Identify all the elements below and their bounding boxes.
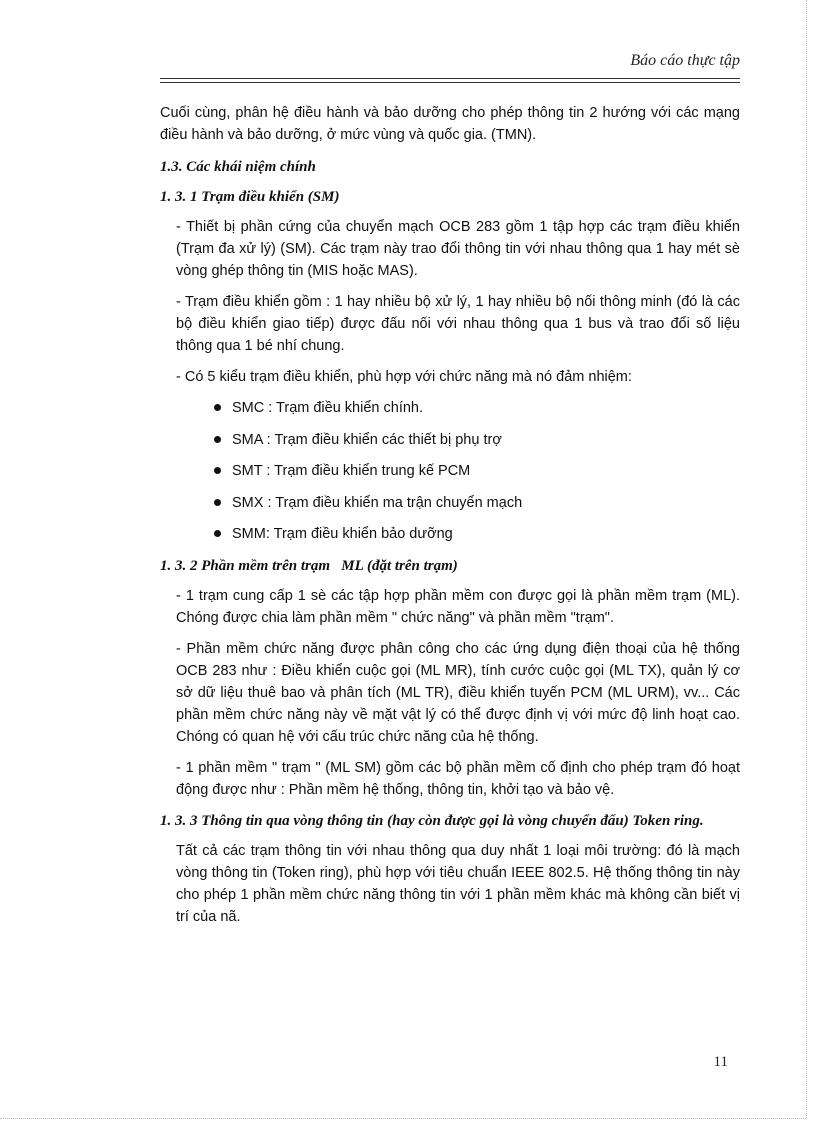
header-rule-bottom: [160, 82, 740, 83]
section-body-1-3-3: [176, 840, 740, 928]
list-item: [214, 429, 740, 451]
list-item-text: SMM: Trạm điều khiển bảo dưỡng: [232, 526, 453, 542]
list-item: [214, 397, 740, 419]
list-item-text: SMC : Trạm điều khiển chính.: [232, 400, 423, 416]
page-edge-right: [806, 0, 807, 1118]
paragraph: - Phần mềm chức năng được phân công cho các ứng dụng điện thoại của hệ thống OCB 283 như : Điều khiển cuộc gọi (ML MR), tính cước cuộc gọi (ML TX), quản lý cơ sở dữ liệu thuê bao và phân tích (ML TR), điều khiển tuyến PCM (ML URM), vv... Các phần mềm chức năng này về mặt vật lý có thể được định vị với mức độ linh hoạt cao. Chóng có quan hệ với cấu trúc chức năng của hệ thống.: [176, 640, 740, 745]
section-body-1-3-2: [176, 585, 740, 801]
paragraph: - Thiết bị phần cứng của chuyển mạch OCB 283 gồm 1 tập hợp các trạm điều khiển (Trạm đa xử lý) (SM). Các trạm này trao đổi thông tin với nhau thông qua 1 hay mét sè vòng ghép thông tin (MIS hoặc MAS).: [176, 219, 740, 279]
section-heading-1-3-1: 1. 3. 1 Trạm điều khiển (SM): [160, 189, 340, 205]
page-header-title: Báo cáo thực tập: [630, 52, 740, 69]
list-item: [214, 523, 740, 545]
bullet-icon: [214, 467, 221, 474]
section-body-1-3-1: [176, 216, 740, 545]
paragraph: - 1 trạm cung cấp 1 sè các tập hợp phần mềm con được gọi là phần mềm trạm (ML). Chóng được chia làm phần mềm " chức năng" và phần mềm "trạm".: [176, 587, 740, 626]
section-heading-1-3: 1.3. Các khái niệm chính: [160, 159, 316, 175]
bullet-icon: [214, 499, 221, 506]
bullet-icon: [214, 436, 221, 443]
list-item-text: SMA : Trạm điều khiển các thiết bị phụ trợ: [232, 431, 502, 448]
intro-paragraph: Cuối cùng, phân hệ điều hành và bảo dưỡng cho phép thông tin 2 hướng với các mạng điều hành và bảo dưỡng, ở mức vùng và quốc gia. (TMN).: [160, 105, 740, 143]
paragraph: - 1 phần mềm " trạm " (ML SM) gồm các bộ phần mềm cố định cho phép trạm đó hoạt động được như : Phần mềm hệ thống, thông tin, khởi tạo và bảo vệ.: [176, 759, 740, 798]
list-item: [214, 492, 740, 514]
paragraph: - Trạm điều khiển gồm : 1 hay nhiều bộ xử lý, 1 hay nhiều bộ nối thông minh (đó là các bộ điều khiển giao tiếp) được đấu nối với nhau thông qua 1 bus và trao đổi số liệu thông qua 1 bé nhí chung.: [176, 294, 740, 354]
page-number: 11: [713, 1054, 728, 1070]
list-item-text: SMT : Trạm điều khiển trung kế PCM: [232, 463, 471, 479]
paragraph: Tất cả các trạm thông tin với nhau thông qua duy nhất 1 loại môi trường: đó là mạch vòng thông tin (Token ring), phù hợp với tiêu chuẩn IEEE 802.5. Hệ thống thông tin này cho phép 1 phần mềm chức năng thông tin với 1 phần mềm khác mà không cần biết vị trí của nã.: [176, 842, 740, 925]
list-item: [214, 460, 740, 482]
page-edge-bottom: [0, 1118, 806, 1119]
station-types-list: [176, 397, 740, 545]
document-body: [160, 102, 740, 937]
paragraph: - Có 5 kiểu trạm điều khiển, phù hợp với chức năng mà nó đảm nhiệm:: [176, 369, 632, 385]
list-item-text: SMX : Trạm điều khiển ma trận chuyển mạch: [232, 494, 523, 511]
section-heading-1-3-3: 1. 3. 3 Thông tin qua vòng thông tin (hay còn được gọi là vòng chuyển đấu) Token ring.: [160, 812, 704, 829]
bullet-icon: [214, 530, 221, 537]
bullet-icon: [214, 404, 221, 411]
header-rule-top: [160, 78, 740, 79]
section-heading-1-3-2: 1. 3. 2 Phần mềm trên trạm ML (đặt trên trạm): [160, 557, 458, 574]
